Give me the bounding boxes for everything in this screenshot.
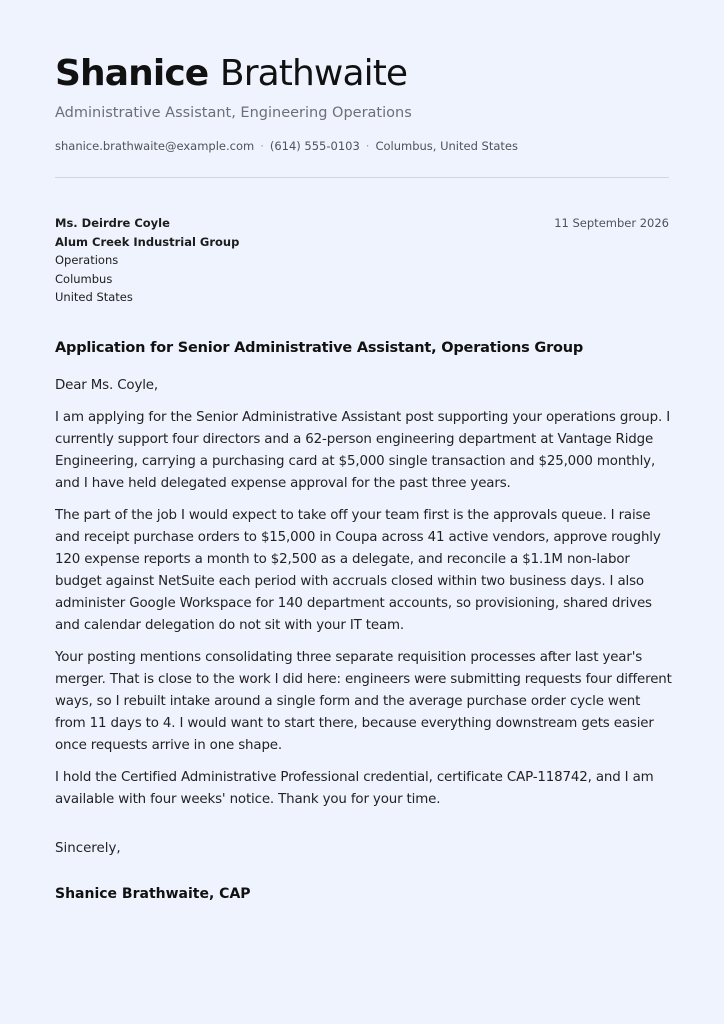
letter-body (55, 375, 673, 821)
recipient-city: Columbus (55, 271, 113, 286)
contact-line (55, 139, 518, 154)
letter-subject: Application for Senior Administrative Assistant, Operations Group (55, 340, 584, 356)
signature: Shanice Brathwaite, CAP (55, 886, 251, 902)
closing: Sincerely, (55, 841, 121, 856)
contact-phone[interactable]: (614) 555-0103 (269, 139, 360, 153)
body-paragraph: I hold the Certified Administrative Professional credential, certificate CAP-118742, and I am available with four weeks' notice. Thank you for your time. (55, 770, 654, 807)
recipient-company: Alum Creek Industrial Group (55, 234, 240, 249)
contact-email[interactable]: shanice.brathwaite@example.com (55, 139, 255, 153)
last-name: Brathwaite (219, 53, 408, 94)
salutation: Dear Ms. Coyle, (55, 378, 158, 393)
contact-location: Columbus, United States (375, 139, 518, 153)
body-paragraph: I am applying for the Senior Administrative Assistant post supporting your operations group. I currently support four directors and a 62-person engineering department at Vantage Ridge Engineering, carrying a purchasing card at $5,000 single transaction and $25,000 monthly, and I have held delegated expense approval for the past three years. (55, 410, 671, 491)
applicant-role: Administrative Assistant, Engineering Operations (55, 105, 412, 121)
recipient-department: Operations (55, 253, 119, 267)
letter-date: 11 September 2026 (554, 216, 669, 230)
recipient-name: Ms. Deirdre Coyle (55, 216, 170, 230)
header-divider (55, 177, 669, 178)
contact-separator: · (260, 139, 264, 153)
body-paragraph: Your posting mentions consolidating three separate requisition processes after last year's merger. That is close to the work I did here: engineers were submitting requests four different ways, so I rebuilt intake around a single form and the average purchase order cycle went from 11 days to 4. I would want to start there, because everything downstream gets easier once requests arrive in one shape. (55, 650, 672, 753)
recipient-block (55, 214, 239, 307)
applicant-name (55, 51, 407, 97)
first-name: Shanice (55, 53, 209, 94)
recipient-country: United States (55, 290, 133, 304)
body-paragraph: The part of the job I would expect to take off your team first is the approvals queue. I raise and receipt purchase orders to $15,000 in Coupa across 41 active vendors, approve roughly 120 expense reports a month to $2,500 as a delegate, and reconcile a $1.1M non-labor budget against NetSuite each period with accruals closed within two business days. I also administer Google Workspace for 140 department accounts, so provisioning, shared drives and calendar delegation do not sit with your IT team. (55, 508, 661, 633)
contact-separator: · (365, 139, 370, 153)
